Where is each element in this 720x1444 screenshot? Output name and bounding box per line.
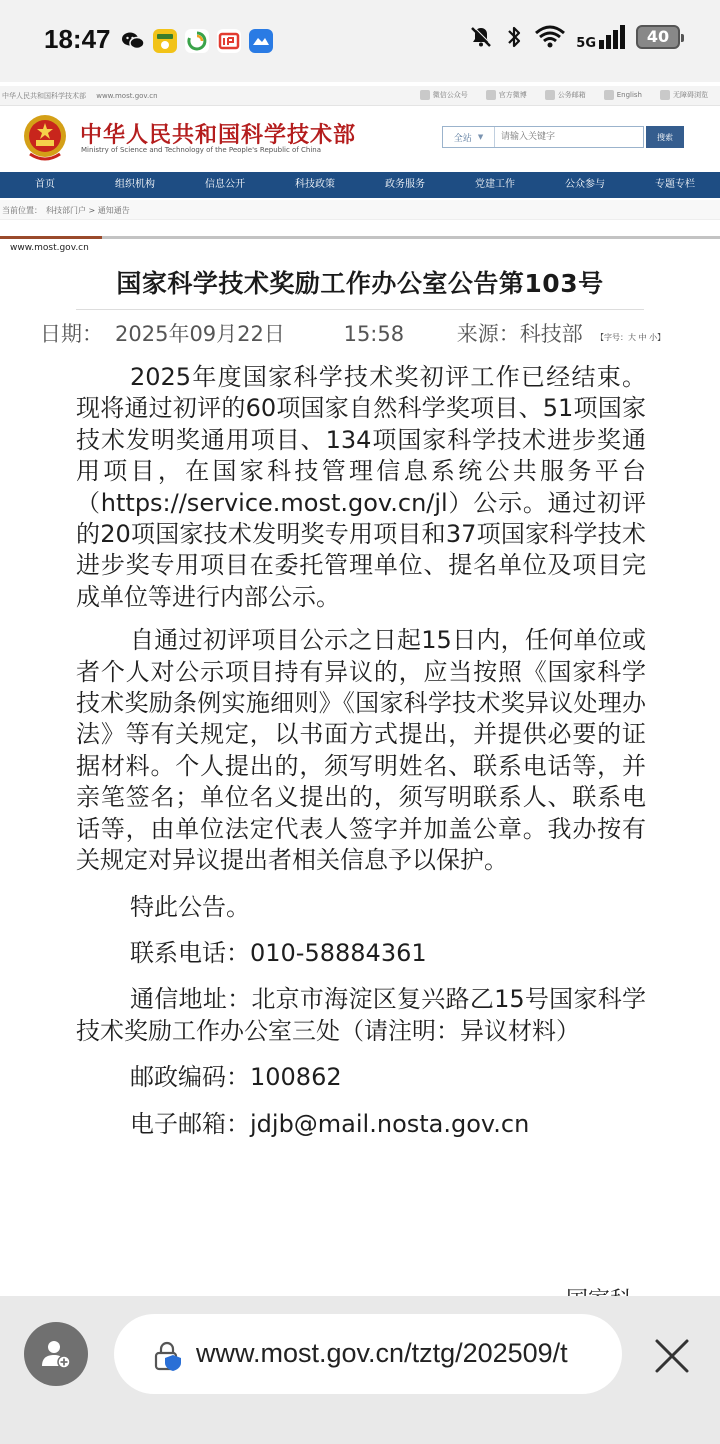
cellular-signal-icon [576,24,626,50]
search-scope-select[interactable]: 全站 ▼ [443,127,495,147]
font-size-control[interactable]: 【字号：大 中 小】 [596,333,666,342]
topbar-links [420,90,708,100]
site-topbar [0,86,720,106]
site-name[interactable]: 中华人民共和国科学技术部 [80,123,357,148]
nav-topics[interactable]: 专题专栏 [655,179,695,190]
search-box [442,126,644,148]
time-field: 15:58 [343,322,405,346]
title-divider [76,309,644,310]
topbar-left [2,91,166,101]
nav-party[interactable]: 党建工作 [475,179,515,190]
status-indicators [468,24,680,50]
source-field: 来源：科技部 [456,322,583,346]
main-nav [0,172,720,198]
status-bar [0,0,720,82]
topbar-site-url: www.most.gov.cn [96,92,158,100]
weibo-icon [486,90,496,100]
browser-bottom-bar [0,1296,720,1444]
topbar-site-name: 中华人民共和国科学技术部 [2,92,86,100]
contact-email: 电子邮箱：jdjb@mail.nosta.gov.cn [130,1109,530,1138]
wechat-small-icon [420,90,430,100]
contact-address: 通信地址：北京市海淀区复兴路乙15号国家科学技术奖励工作办公室三处（请注明：异议材料） [76,985,646,1045]
home-indicator-area [0,1430,720,1444]
status-time: 18:47 [44,24,111,54]
bluetooth-icon [504,24,524,50]
topbar-link-email[interactable]: 公务邮箱 [545,90,586,100]
url-text: www.most.gov.cn/tztg/202509/t [196,1338,568,1368]
date-field: 日期： 2025年09月22日 [40,322,285,346]
contact-postcode: 邮政编码：100862 [130,1063,342,1092]
article-site-url: www.most.gov.cn [10,243,89,253]
url-bar[interactable] [114,1314,622,1394]
article-meta [40,318,609,348]
nav-policy[interactable]: 科技政策 [295,179,335,190]
search-button[interactable]: 搜索 [646,126,684,148]
network-type: 5G [576,36,596,51]
nav-services[interactable]: 政务服务 [385,179,425,190]
accessibility-icon [660,90,670,100]
chevron-down-icon: ▼ [477,133,484,141]
paragraph-2: 自通过初评项目公示之日起15日内，任何单位或者个人对公示项目持有异议的，应当按照《国家科学技术奖励条例实施细则》《国家科学技术奖异议处理办法》等有关规定，以书面方式提出，并提供必要的证据材料。个人提出的，须写明姓名、联系电话等，并亲笔签名；单位名义提出的，须写明联系人、联系电话等，由单位法定代表人签字并加盖公章。我办按有关规定对异议提出者相关信息予以保护。 [76,626,646,875]
english-icon [604,90,614,100]
cloud-app-icon [248,28,274,54]
wechat-icon [120,28,146,54]
app-icon-yellow [152,28,178,54]
divider-accent [0,236,102,239]
nav-organization[interactable]: 组织机构 [115,179,155,190]
wifi-icon [534,24,566,50]
site-header [0,108,720,170]
recycle-icon [184,28,210,54]
profile-button[interactable] [24,1322,88,1386]
national-emblem-icon[interactable] [22,112,68,162]
notification-icons [120,28,274,54]
spacer [0,220,720,236]
notice-line: 特此公告。 [130,892,250,921]
close-icon[interactable] [650,1334,694,1378]
nav-public[interactable]: 公众参与 [565,179,605,190]
article-title: 国家科学技术奖励工作办公室公告第103号 [116,269,604,298]
article-body [76,362,646,1140]
site-name-en: Ministry of Science and Technology of the People's Republic of China [81,146,322,154]
paragraph-1: 2025年度国家科学技术奖初评工作已经结束。现将通过初评的60项国家自然科学奖项目、51项国家技术发明奖通用项目、134项国家科学技术进步奖通用项目，在国家科技管理信息系统公共服务平台（https://service.most.gov.cn/jl）公示。通过初评的20项国家技术发明奖专用项目和37项国家科学技术进步奖专用项目在委托管理单位、提名单位及项目完成单位等进行内部公示。 [76,363,646,611]
mute-icon [468,24,494,50]
contact-phone: 联系电话：010-58884361 [130,938,427,967]
breadcrumb[interactable]: 当前位置： 科技部门户 > 通知通告 [0,200,720,220]
mail-icon [545,90,555,100]
topbar-link-english[interactable]: English [604,90,642,100]
topbar-link-accessibility[interactable]: 无障碍浏览 [660,90,708,100]
mail-app-icon [216,28,242,54]
nav-home[interactable]: 首页 [35,179,55,190]
nav-info-disclosure[interactable]: 信息公开 [205,179,245,190]
search-input[interactable] [495,127,643,147]
topbar-link-weibo[interactable]: 官方微博 [486,90,527,100]
secure-lock-icon [152,1340,184,1372]
user-add-icon [39,1337,73,1371]
topbar-link-wechat[interactable]: 微信公众号 [420,90,468,100]
section-divider [0,236,720,239]
battery-indicator: 40 [636,25,680,49]
